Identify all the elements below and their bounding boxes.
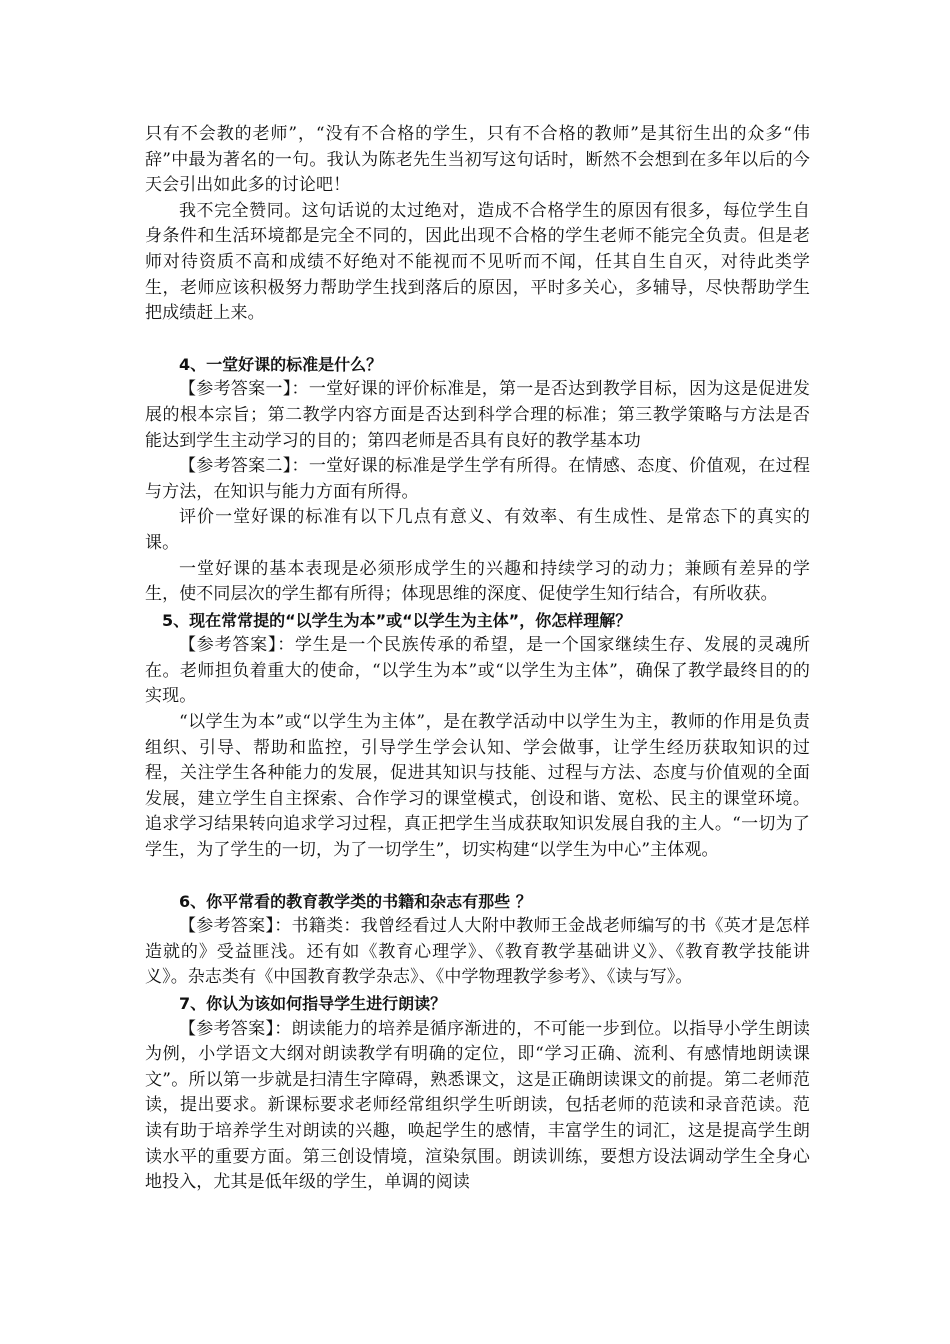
- spacer: [145, 327, 810, 352]
- answer-tag: 【参考答案】: [179, 1018, 275, 1039]
- question-4-paragraph-4: 一堂好课的基本表现是必须形成学生的兴趣和持续学习的动力；兼顾有差异的学生，使不同层次的学生都有所得；体现思维的深度、促使学生知行结合，有所收获。: [145, 558, 810, 605]
- question-6-heading: 6、你平常看的教育教学类的书籍和杂志有那些 ？: [179, 891, 532, 911]
- question-7-heading: 7、你认为该如何指导学生进行朗读？: [179, 994, 447, 1013]
- question-4-heading: 4、一堂好课的标准是什么？: [179, 354, 383, 374]
- document-page: [145, 122, 810, 1196]
- answer-tag: 【参考答案】: [179, 916, 275, 937]
- question-6-answer: [145, 914, 810, 991]
- intro-paragraph-1: 只有不会教的老师”，“没有不合格的学生，只有不合格的教师”是其衍生出的众多“伟辞”中最为著名的一句。我认为陈老先生当初写这句话时，断然不会想到在多年以后的今天会引出如此多的讨论吧！: [145, 124, 810, 196]
- intro-paragraph-2: 我不完全赞同。这句话说的太过绝对，造成不合格学生的原因有很多，每位学生自身条件和生活环境都是完全不同的，因此出现不合格的学生老师不能完全负责。但是老师对待资质不高和成绩不好绝对不能视而不见听而不闻，任其自生自灭，对待此类学生，老师应该积极努力帮助学生找到落后的原因，平时多关心，多辅导，尽快帮助学生把成绩赶上来。: [145, 200, 810, 324]
- answer-text: ：书籍类：我曾经看过人大附中教师王金战老师编写的书《英才是怎样造就的》受益匪浅。还有如《教育心理学》、《教育教学基础讲义》、《教育教学技能讲义》。杂志类有《中国教育教学杂志》、《中学物理教学参考》、《读与写》。: [145, 916, 810, 988]
- question-4-answer-1: [145, 377, 810, 454]
- answer-text: ：学生是一个民族传承的希望，是一个国家继续生存、发展的灵魂所在。老师担负着重大的使命，“以学生为本”或“以学生为主体”，确保了教学最终目的的实现。: [145, 635, 810, 707]
- answer-text: ：朗读能力的培养是循序渐进的，不可能一步到位。以指导小学生朗读为例，小学语文大纲对朗读教学有明确的定位，即“学习正确、流利、有感情地朗读课文”。所以第一步就是扫清生字障碍，熟悉课文，这是正确朗读课文的前提。第二老师范读，提出要求。新课标要求老师经常组织学生听朗读，包括老师的范读和录音范读。范读有助于培养学生对朗读的兴趣，唤起学生的感情，丰富学生的词汇，这是提高学生朗读水平的重要方面。第三创设情境，渲染氛围。朗读训练，要想方设法调动学生全身心地投入，尤其是低年级的学生，单调的阅读: [145, 1018, 810, 1193]
- question-5-answer: [145, 633, 810, 710]
- question-4-paragraph-3: 评价一堂好课的标准有以下几点有意义、有效率、有生成性、是常态下的真实的课。: [145, 507, 810, 553]
- question-4-answer-2: [145, 454, 810, 505]
- answer-tag: 【参考答案一】: [179, 379, 292, 400]
- answer-tag: 【参考答案二】: [179, 456, 292, 477]
- question-5-paragraph-2: “以学生为本”或“以学生为主体”，是在教学活动中以学生为主，教师的作用是负责组织、引导、帮助和监控，引导学生学会认知、学会做事，让学生经历获取知识的过程，关注学生各种能力的发展，促进其知识与技能、过程与方法、态度与价值观的全面发展，建立学生自主探索、合作学习的课堂模式，创设和谐、宽松、民主的课堂环境。追求学习结果转向追求学习过程，真正把学生当成获取知识发展自我的主人。“一切为了学生，为了学生的一切，为了一切学生”，切实构建“以学生为中心”主体观。: [145, 712, 810, 861]
- answer-text: ：一堂好课的标准是学生学有所得。在情感、态度、价值观，在过程与方法，在知识与能力方面有所得。: [145, 456, 811, 502]
- answer-text: ：一堂好课的评价标准是，第一是否达到教学目标，因为这是促进发展的根本宗旨；第二教学内容方面是否达到科学合理的标准；第三教学策略与方法是否能达到学生主动学习的目的；第四老师是否具有良好的教学基本功: [145, 379, 811, 451]
- question-7-answer: [145, 1017, 810, 1196]
- answer-tag: 【参考答案】: [179, 635, 278, 656]
- question-5-heading: 5、现在常常提的“以学生为本”或“以学生为主体”，你怎样理解？: [162, 610, 632, 630]
- spacer: [145, 864, 810, 889]
